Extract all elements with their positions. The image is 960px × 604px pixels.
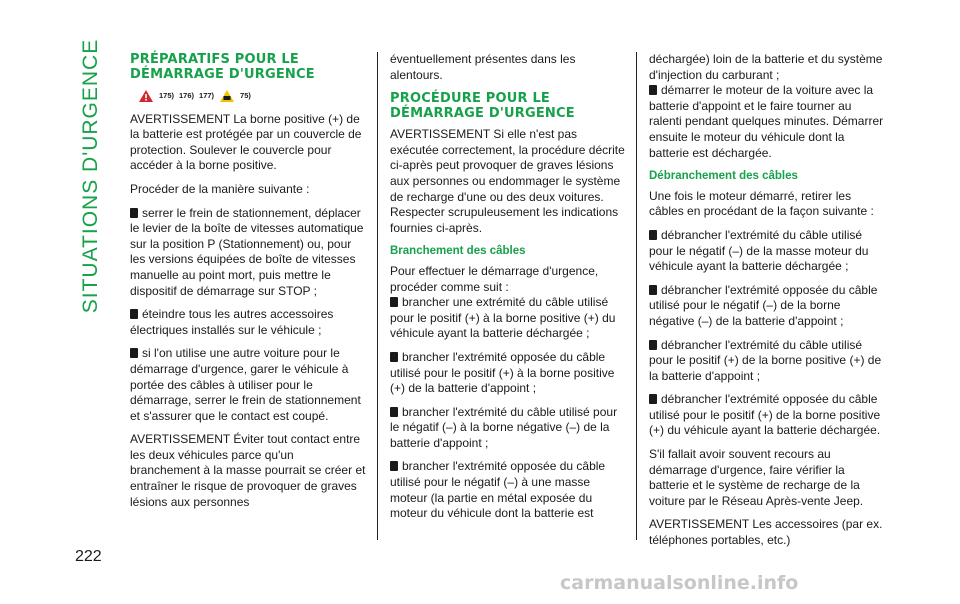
- bullet-box-icon: [130, 208, 138, 218]
- procedure-intro: Pour effectuer le démarrage d'urgence, procéder comme suit :: [390, 263, 599, 294]
- section-heading-preparation: PRÉPARATIFS POUR LE DÉMARRAGE D'URGENCE: [130, 52, 315, 82]
- list-item: débrancher l'extrémité du câble utilisé pour le positif (+) de la borne positive (+) de la batterie d'appoint ;: [649, 337, 882, 383]
- procedure-intro: Une fois le moteur démarré, retirer les câbles en procédant de la façon suivante :: [649, 188, 874, 219]
- warning-triangle-icon: [138, 89, 154, 103]
- list-item: débrancher l'extrémité opposée du câble utilisé pour le positif (+) de la borne positive (+) du véhicule ayant la batterie déchargée.: [649, 392, 881, 438]
- note-paragraph: S'il fallait avoir souvent recours au démarrage d'urgence, faire vérifier la batterie et le système de recharge de la voiture par le Réseau Après-vente Jeep.: [649, 447, 864, 508]
- list-item: démarrer le moteur de la voiture avec la batterie d'appoint et le faire tourner au ralenti pendant quelques minutes. Démarrer ensuite le moteur du véhicule dont la batterie est déchargée.: [649, 83, 884, 160]
- column-1: [130, 52, 366, 518]
- ref-176: 176): [179, 91, 195, 100]
- bullet-box-icon: [390, 297, 398, 307]
- warning-paragraph: AVERTISSEMENT Les accessoires (par ex. téléphones portables, etc.): [649, 517, 883, 548]
- procedure-intro: Procéder de la manière suivante :: [130, 181, 310, 196]
- list-item: brancher une extrémité du câble utilisé pour le positif (+) à la borne positive (+) du véhicule ayant la batterie déchargée ;: [390, 295, 616, 341]
- subheading-disconnecting-cables: Débranchement des câbles: [649, 170, 798, 183]
- list-item: brancher l'extrémité opposée du câble utilisé pour le négatif (–) à une masse moteur (la partie en métal exposée du moteur du véhicule dont la batterie est: [390, 459, 606, 521]
- bullet-box-icon: [390, 461, 398, 471]
- page-number: 222: [75, 548, 102, 565]
- ref-75: 75): [240, 91, 251, 100]
- chapter-title: SITUATIONS D'URGENCE: [79, 38, 103, 313]
- bullet-box-icon: [649, 394, 657, 404]
- subheading-connecting-cables: Branchement des câbles: [390, 245, 526, 258]
- continuation-text: éventuellement présentes dans les alentours.: [390, 52, 576, 82]
- list-item: éteindre tous les autres accessoires électriques installés sur le véhicule ;: [130, 307, 334, 337]
- column-3: [649, 52, 885, 557]
- caution-triangle-icon: [219, 89, 235, 103]
- bullet-box-icon: [649, 230, 657, 240]
- bullet-box-icon: [649, 340, 657, 350]
- ref-175: 175): [159, 91, 175, 100]
- list-item: si l'on utilise une autre voiture pour le démarrage d'urgence, garer le véhicule à portée des câbles à utiliser pour le démarrage, serrer le frein de stationnement et s'assurer que le contact est coupé.: [130, 346, 361, 423]
- ref-177: 177): [199, 91, 215, 100]
- bullet-box-icon: [130, 309, 138, 319]
- column-2: [390, 52, 626, 530]
- list-item: serrer le frein de stationnement, déplacer le levier de la boîte de vitesses automatique sur la position P (Stationnement) ou, pour les versions équipées de boîte de vitesses manuelle au point mort, puis mettre le dispositif de démarrage sur STOP ;: [130, 205, 364, 298]
- continuation-text: déchargée) loin de la batterie et du système d'injection du carburant ;: [649, 52, 883, 82]
- bullet-box-icon: [390, 407, 398, 417]
- watermark-text: carmanualsonline.info: [560, 572, 799, 594]
- bullet-box-icon: [649, 85, 657, 95]
- column-divider: [377, 52, 378, 540]
- list-item: brancher l'extrémité opposée du câble utilisé pour le positif (+) à la borne positive (+) de la batterie d'appoint ;: [390, 349, 615, 396]
- section-heading-procedure: PROCÉDURE POUR LE DÉMARRAGE D'URGENCE: [390, 91, 575, 122]
- warning-paragraph: AVERTISSEMENT La borne positive (+) de la batterie est protégée par un couvercle de protection. Soulever le couvercle pour accéder à la borne positive.: [130, 111, 362, 173]
- reference-row: [138, 88, 366, 104]
- warning-paragraph: AVERTISSEMENT Éviter tout contact entre les deux véhicules parce qu'un branchement à la masse pourrait se créer et entraîner le risque de provoquer de graves lésions aux personnes: [130, 432, 366, 509]
- list-item: débrancher l'extrémité du câble utilisé pour le négatif (–) de la masse moteur du véhicule ayant la batterie déchargée ;: [649, 227, 869, 274]
- list-item: brancher l'extrémité du câble utilisé pour le négatif (–) à la borne négative (–) de la batterie d'appoint ;: [390, 404, 618, 450]
- bullet-box-icon: [390, 352, 398, 362]
- column-divider: [636, 52, 637, 540]
- bullet-box-icon: [649, 285, 657, 295]
- warning-paragraph: AVERTISSEMENT Si elle n'est pas exécutée correctement, la procédure décrite ci-après peut provoquer de graves lésions aux personnes ou endommager le système de recharge d'une ou des deux voitures. Respecter scrupuleusement les indications fournies ci-après.: [390, 127, 625, 235]
- list-item: débrancher l'extrémité opposée du câble utilisé pour le négatif (–) de la borne négative (–) de la batterie d'appoint ;: [649, 282, 878, 328]
- bullet-box-icon: [130, 348, 138, 358]
- side-chapter-tab: [74, 38, 108, 313]
